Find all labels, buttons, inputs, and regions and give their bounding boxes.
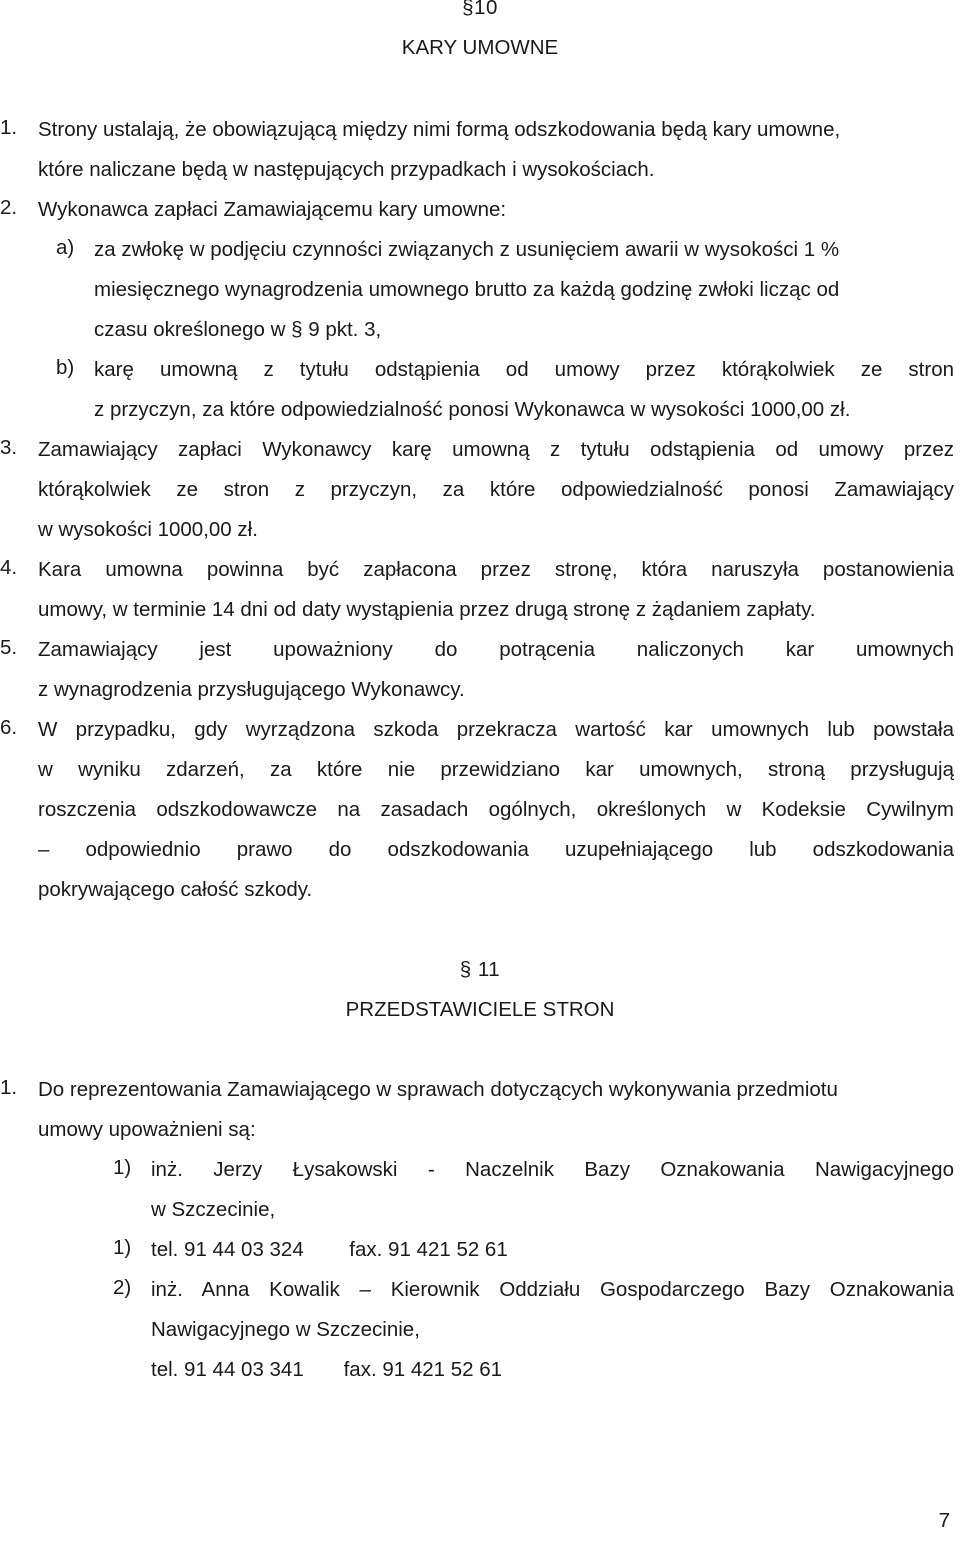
subitem-label: a): [56, 236, 75, 259]
paragraph-line: Zamawiający zapłaci Wykonawcy karę umowną z tytułu odstąpienia od umowy przez: [38, 438, 954, 461]
paragraph-line: które naliczane będą w następujących przypadkach i wysokościach.: [38, 158, 655, 181]
paragraph-line: z przyczyn, za które odpowiedzialność ponosi Wykonawca w wysokości 1000,00 zł.: [94, 398, 851, 421]
paragraph-line: za zwłokę w podjęciu czynności związanych z usunięciem awarii w wysokości 1 %: [94, 238, 840, 261]
paragraph-line: czasu określonego w § 9 pkt. 3,: [94, 318, 382, 341]
paragraph-line: w Szczecinie,: [151, 1198, 276, 1221]
paragraph-line: umowy, w terminie 14 dni od daty wystąpienia przez drugą stronę z żądaniem zapłaty.: [38, 598, 816, 621]
paragraph-line: umowy upoważnieni są:: [38, 1118, 256, 1141]
contact-line: tel. 91 44 03 324 fax. 91 421 52 61: [151, 1238, 508, 1261]
item-number: 4.: [0, 556, 18, 579]
paragraph-line: Do reprezentowania Zamawiającego w sprawach dotyczących wykonywania przedmiotu: [38, 1078, 838, 1101]
paragraph-line: Wykonawca zapłaci Zamawiającemu kary umowne:: [38, 198, 507, 221]
paragraph-line: pokrywającego całość szkody.: [38, 878, 313, 901]
paragraph-line: – odpowiednio prawo do odszkodowania uzupełniającego lub odszkodowania: [38, 838, 954, 861]
paragraph-line: Strony ustalają, że obowiązującą między nimi formą odszkodowania będą kary umowne,: [38, 118, 841, 141]
paragraph-line: miesięcznego wynagrodzenia umownego brutto za każdą godzinę zwłoki licząc od: [94, 278, 840, 301]
section-10-heading: §10: [462, 0, 498, 19]
section-10-title: KARY UMOWNE: [401, 36, 559, 59]
paragraph-line: którąkolwiek ze stron z przyczyn, za które odpowiedzialność ponosi Zamawiający: [38, 478, 954, 501]
page-number: 7: [938, 1509, 950, 1532]
item-number: 1.: [0, 1076, 18, 1099]
item-number: 2.: [0, 196, 18, 219]
section-11-title: PRZEDSTAWICIELE STRON: [345, 998, 615, 1021]
paragraph-line: Zamawiający jest upoważniony do potrącenia naliczonych kar umownych: [38, 638, 954, 661]
paragraph-line: w wysokości 1000,00 zł.: [38, 518, 258, 541]
item-number: 6.: [0, 716, 18, 739]
subitem-label: 1): [113, 1236, 132, 1259]
item-number: 3.: [0, 436, 18, 459]
item-number: 1.: [0, 116, 18, 139]
paragraph-line: roszczenia odszkodowawcze na zasadach ogólnych, określonych w Kodeksie Cywilnym: [38, 798, 954, 821]
subitem-label: 2): [113, 1276, 132, 1299]
paragraph-line: inż. Jerzy Łysakowski - Naczelnik Bazy Oznakowania Nawigacyjnego: [151, 1158, 954, 1181]
paragraph-line: w wyniku zdarzeń, za które nie przewidziano kar umownych, stroną przysługują: [38, 758, 954, 781]
subitem-label: 1): [113, 1156, 132, 1179]
section-11-heading: § 11: [459, 958, 501, 981]
paragraph-line: z wynagrodzenia przysługującego Wykonawcy.: [38, 678, 465, 701]
paragraph-line: W przypadku, gdy wyrządzona szkoda przekracza wartość kar umownych lub powstała: [38, 718, 954, 741]
subitem-label: b): [56, 356, 75, 379]
item-number: 5.: [0, 636, 18, 659]
paragraph-line: Nawigacyjnego w Szczecinie,: [151, 1318, 420, 1341]
contact-line: tel. 91 44 03 341 fax. 91 421 52 61: [151, 1358, 503, 1381]
paragraph-line: karę umowną z tytułu odstąpienia od umowy przez którąkolwiek ze stron: [94, 358, 954, 381]
paragraph-line: inż. Anna Kowalik – Kierownik Oddziału Gospodarczego Bazy Oznakowania: [151, 1278, 954, 1301]
paragraph-line: Kara umowna powinna być zapłacona przez stronę, która naruszyła postanowienia: [38, 558, 954, 581]
